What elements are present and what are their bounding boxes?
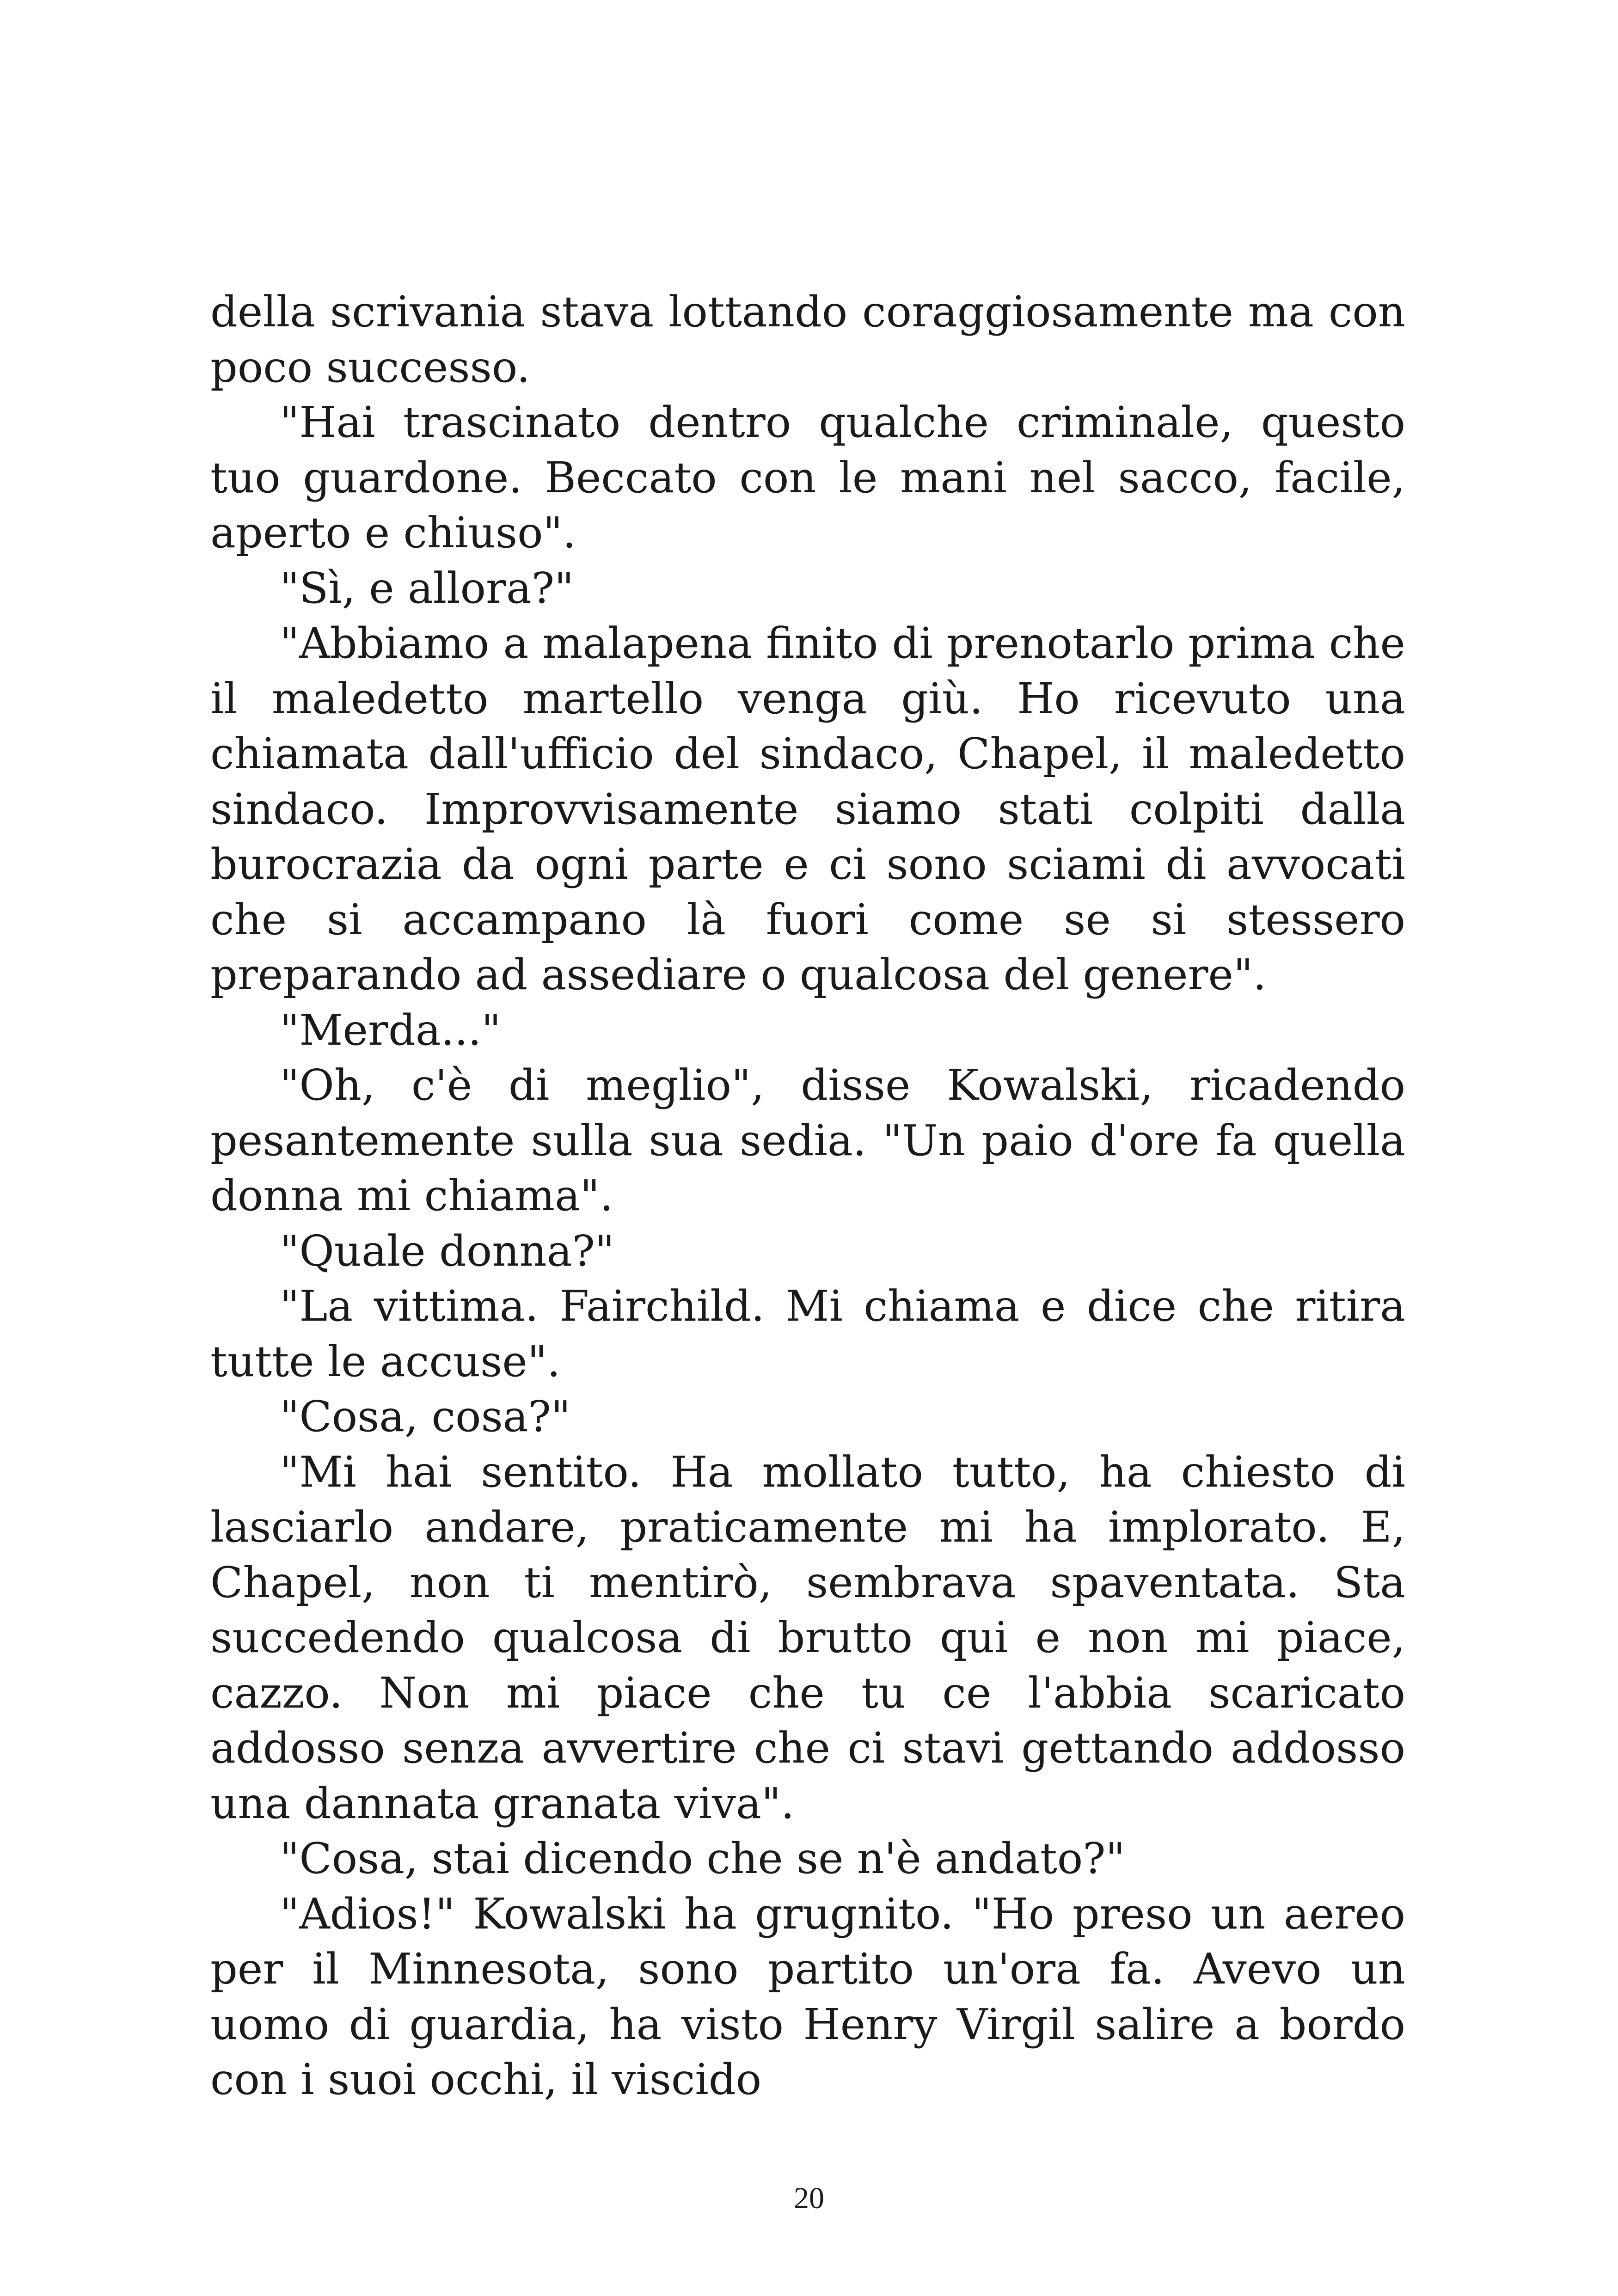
paragraph: "Oh, c'è di meglio", disse Kowalski, ricadendo pesantemente sulla sua sedia. "Un paio d'ore fa quella donna mi chiama". — [210, 1060, 1405, 1220]
body-text — [210, 284, 1405, 2107]
paragraph: "Merda..." — [280, 1005, 501, 1055]
paragraph: "La vittima. Fairchild. Mi chiama e dice che ritira tutte le accuse". — [210, 1281, 1405, 1386]
paragraph: "Hai trascinato dentro qualche criminale, questo tuo guardone. Beccato con le mani nel sacco, facile, aperto e chiuso". — [210, 398, 1405, 557]
paragraph: "Abbiamo a malapena finito di prenotarlo prima che il maledetto martello venga giù. Ho ricevuto una chiamata dall'ufficio del sindaco, Chapel, il maledetto sindaco. Improvvisamente siamo stati colpiti dalla burocrazia da ogni parte e ci sono sciami di avvocati che si accampano là fuori come se si stessero preparando ad assediare o qualcosa del genere". — [210, 618, 1405, 999]
paragraph: "Quale donna?" — [280, 1226, 615, 1276]
paragraph: "Cosa, stai dicendo che se n'è andato?" — [280, 1834, 1125, 1883]
paragraph: della scrivania stava lottando coraggiosamente ma con poco successo. — [210, 287, 1405, 392]
paragraph: "Mi hai sentito. Ha mollato tutto, ha chiesto di lasciarlo andare, praticamente mi ha implorato. E, Chapel, non ti mentirò, sembrava spaventata. Sta succedendo qualcosa di brutto qui e non mi piace, cazzo. Non mi piace che tu ce l'abbia scaricato addosso senza avvertire che ci stavi gettando addosso una dannata granata viva". — [210, 1447, 1405, 1828]
page-number: 20 — [794, 2181, 824, 2215]
paragraph: "Cosa, cosa?" — [280, 1392, 571, 1441]
paragraph: "Adios!" Kowalski ha grugnito. "Ho preso un aereo per il Minnesota, sono partito un'ora fa. Avevo un uomo di guardia, ha visto Henry Virgil salire a bordo con i suoi occhi, il viscido — [210, 1889, 1405, 2104]
paragraph: "Sì, e allora?" — [280, 563, 574, 613]
